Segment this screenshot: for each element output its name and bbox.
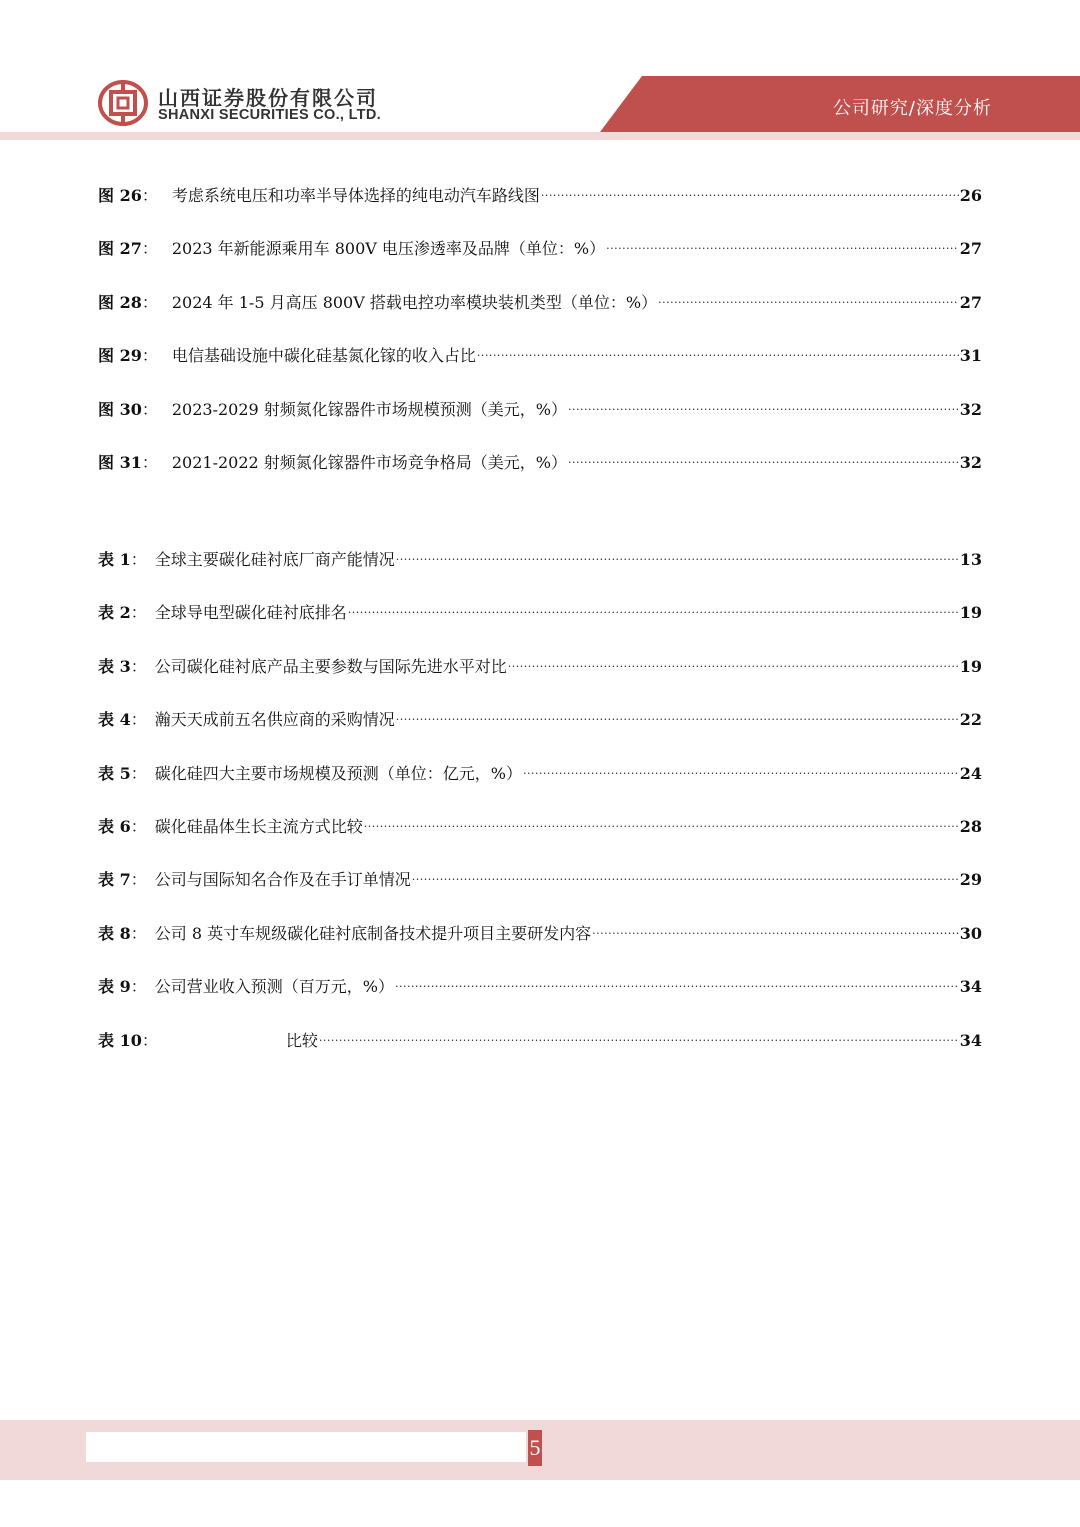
figure-entry-title: 考虑系统电压和功率半导体选择的纯电动汽车路线图 (171, 186, 540, 205)
dot-leader (523, 755, 959, 779)
figure-entry-label: 图 31 (98, 453, 142, 472)
figure-entry-page: 31 (959, 346, 982, 366)
dot-leader (592, 915, 959, 939)
table-entry-label: 表 2 (98, 603, 131, 623)
table-entry-label: 表 1 (98, 550, 131, 569)
table-entry-page: 34 (959, 977, 982, 997)
figure-entry-page: 27 (959, 292, 982, 312)
figure-entry-page: 27 (959, 239, 982, 259)
table-entry-title: 碳化硅四大主要市场规模及预测（单位：亿元，%） (154, 763, 522, 783)
table-entry[interactable] (98, 701, 982, 730)
label-colon: ： (141, 239, 158, 259)
figure-entry-label: 图 27 (98, 239, 142, 259)
figure-entry-title: 2023 年新能源乘用车 800V 电压渗透率及品牌（单位：%） (171, 239, 606, 259)
table-entry-page: 24 (959, 763, 982, 783)
figure-entry[interactable] (98, 230, 982, 259)
table-entry-title: 瀚天天成前五名供应商的采购情况 (154, 710, 395, 730)
page-number: 5 (528, 1430, 542, 1466)
page-header (0, 0, 1080, 150)
figure-entry-page: 32 (959, 399, 982, 419)
table-entry-title: 比较 (285, 1030, 318, 1050)
table-entry-title: 公司 8 英寸车规级碳化硅衬底制备技术提升项目主要研发内容 (154, 923, 592, 943)
table-entry-title: 公司营业收入预测（百万元，%） (154, 977, 394, 997)
dot-leader (412, 861, 959, 885)
table-entry-page: 13 (959, 550, 982, 569)
table-entry-page: 28 (959, 817, 982, 836)
table-entry-title: 公司与国际知名合作及在手订单情况 (154, 870, 411, 890)
table-entry[interactable] (98, 541, 982, 569)
table-entry-page: 29 (959, 870, 982, 890)
company-name-en: SHANXI SECURITIES CO., LTD. (158, 107, 381, 123)
table-entry-page: 34 (959, 1030, 982, 1050)
table-entry-label: 表 9 (98, 977, 131, 997)
label-colon: ： (130, 977, 147, 997)
company-name-cn: 山西证券股份有限公司 (158, 86, 378, 110)
table-entry-label: 表 7 (98, 870, 131, 890)
figure-entry-label: 图 26 (98, 186, 142, 205)
table-entry-label: 表 8 (98, 923, 131, 943)
figure-entry-label: 图 30 (98, 399, 142, 419)
figure-entry[interactable] (98, 444, 982, 472)
dot-leader (319, 1022, 959, 1046)
dot-leader (395, 968, 959, 992)
table-entry[interactable] (98, 1022, 982, 1050)
figure-entry-title: 2023-2029 射频氮化镓器件市场规模预测（美元，%） (171, 399, 567, 419)
label-colon: ： (141, 346, 158, 366)
figure-entry[interactable] (98, 337, 982, 366)
table-entry-page: 19 (959, 656, 982, 676)
table-entry-title: 全球导电型碳化硅衬底排名 (154, 603, 347, 623)
figure-entry[interactable] (98, 177, 982, 205)
dot-leader (348, 594, 959, 618)
table-entry-page: 19 (959, 603, 982, 623)
table-entry-label: 表 6 (98, 817, 131, 836)
table-entry-page: 30 (959, 923, 982, 943)
label-colon: ： (130, 870, 147, 890)
report-type-tag: 公司研究/深度分析 (832, 98, 992, 119)
footer-blank-box (86, 1432, 526, 1462)
dot-leader (658, 284, 959, 308)
table-entry-label: 表 3 (98, 656, 131, 676)
label-colon: ： (141, 1030, 158, 1050)
dot-leader (396, 701, 959, 725)
figure-entry[interactable] (98, 391, 982, 419)
table-entry-title: 全球主要碳化硅衬底厂商产能情况 (154, 550, 395, 569)
dot-leader (568, 391, 959, 415)
table-entry[interactable] (98, 861, 982, 890)
figure-entry-label: 图 28 (98, 292, 142, 312)
label-colon: ： (141, 292, 158, 312)
table-entry[interactable] (98, 648, 982, 676)
table-entry-page: 22 (959, 710, 982, 730)
dot-leader (477, 337, 959, 361)
table-entry-label: 表 4 (98, 710, 131, 730)
dot-leader (396, 541, 959, 565)
label-colon: ： (130, 656, 147, 676)
label-colon: ： (130, 550, 147, 569)
table-entry[interactable] (98, 594, 982, 623)
figure-entry[interactable] (98, 284, 982, 312)
figure-entry-page: 26 (959, 186, 982, 205)
label-colon: ： (141, 399, 158, 419)
table-entry-title: 碳化硅晶体生长主流方式比较 (154, 817, 363, 836)
label-colon: ： (130, 603, 147, 623)
label-colon: ： (130, 763, 147, 783)
label-colon: ： (141, 186, 158, 205)
company-logo-icon (98, 80, 148, 126)
figure-entry-title: 2021-2022 射频氮化镓器件市场竞争格局（美元，%） (171, 453, 567, 472)
figure-entry-title: 2024 年 1-5 月高压 800V 搭载电控功率模块装机类型（单位：%） (171, 292, 658, 312)
table-entry-label: 表 10 (98, 1030, 142, 1050)
dot-leader (541, 177, 959, 201)
figure-entry-label: 图 29 (98, 346, 142, 366)
table-entry-label: 表 5 (98, 763, 131, 783)
table-entry[interactable] (98, 808, 982, 836)
dot-leader (568, 444, 959, 468)
label-colon: ： (130, 710, 147, 730)
header-divider-band (0, 132, 1080, 140)
dot-leader (606, 230, 959, 254)
figure-entry-page: 32 (959, 453, 982, 472)
dot-leader (364, 808, 959, 832)
figure-entry-title: 电信基础设施中碳化硅基氮化镓的收入占比 (171, 346, 476, 366)
table-entry-title: 公司碳化硅衬底产品主要参数与国际先进水平对比 (154, 656, 507, 676)
label-colon: ： (130, 817, 147, 836)
table-entry[interactable] (98, 968, 982, 997)
table-entry[interactable] (98, 915, 982, 943)
label-colon: ： (130, 923, 147, 943)
label-colon: ： (141, 453, 158, 472)
table-entry[interactable] (98, 755, 982, 783)
dot-leader (508, 648, 959, 672)
